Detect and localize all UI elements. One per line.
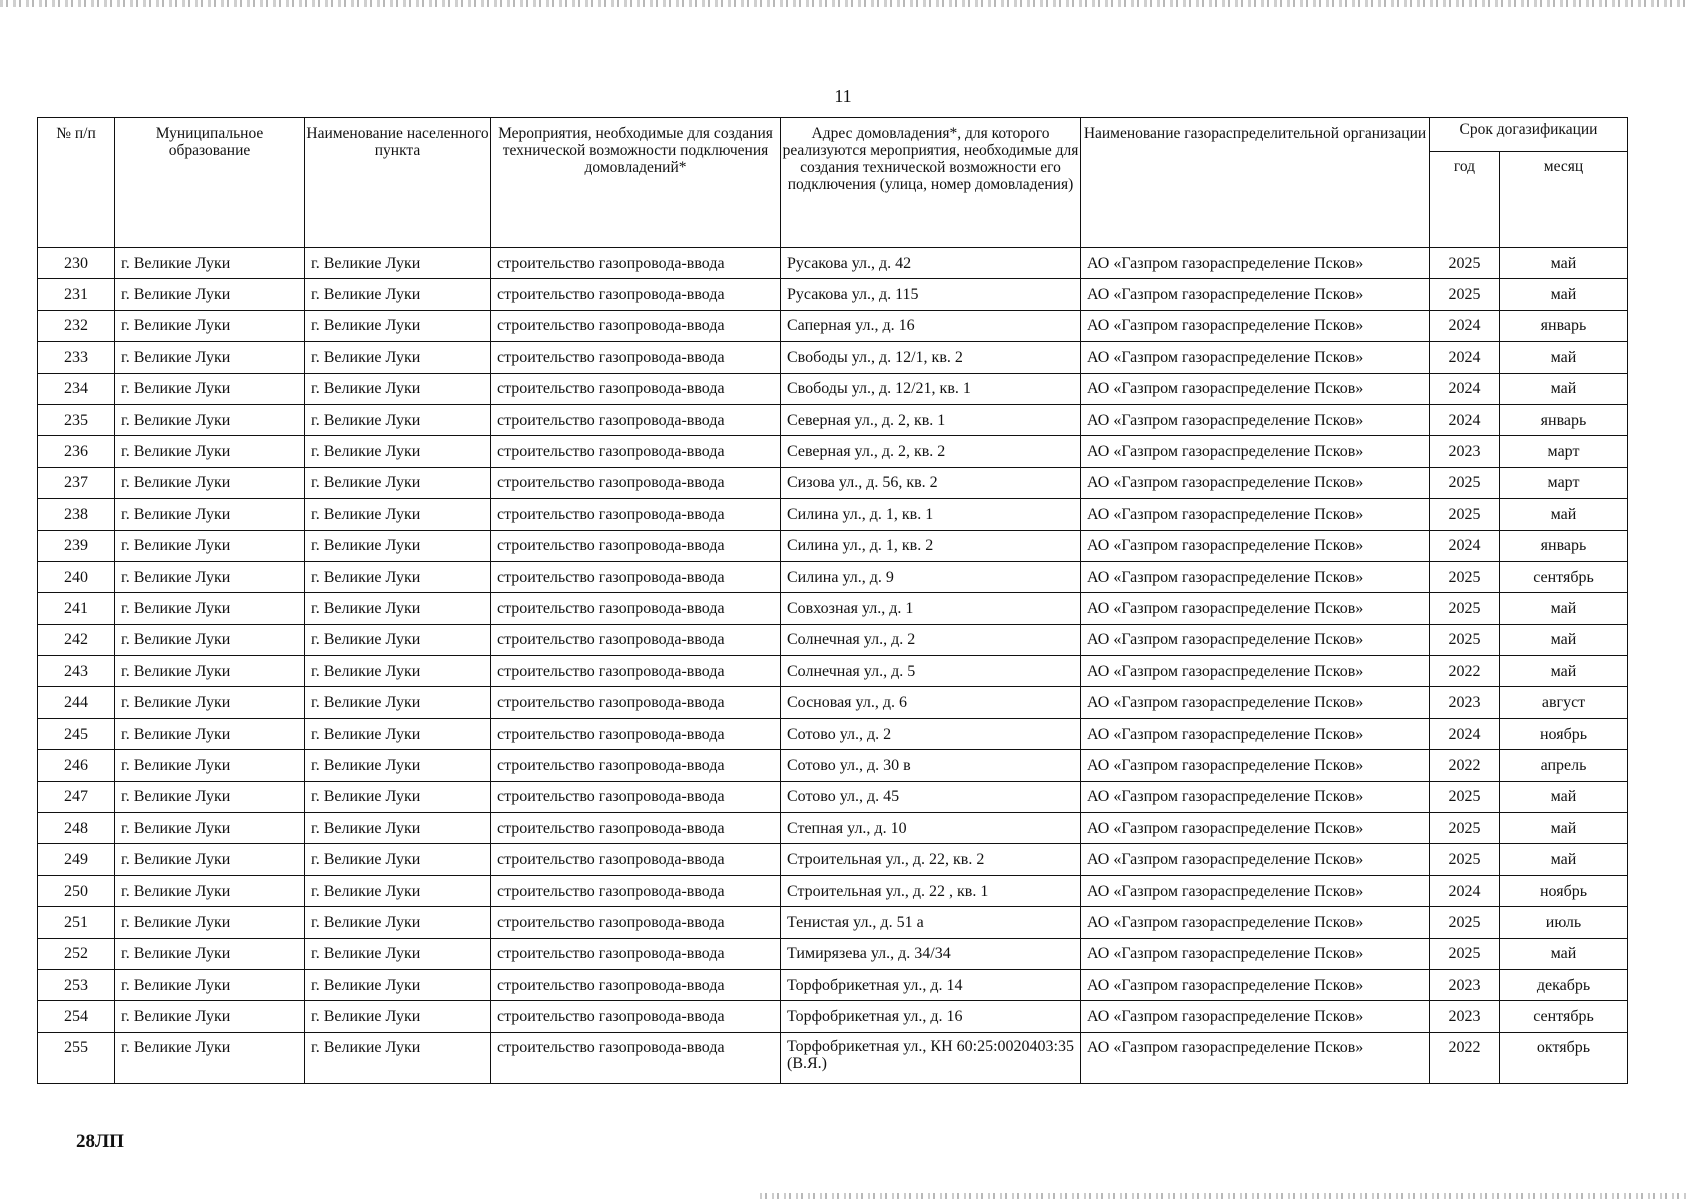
cell-org: АО «Газпром газораспределение Псков» <box>1081 499 1430 530</box>
cell-month: май <box>1500 248 1628 279</box>
cell-org: АО «Газпром газораспределение Псков» <box>1081 969 1430 1000</box>
cell-year: 2025 <box>1430 279 1500 310</box>
cell-address: Солнечная ул., д. 2 <box>781 624 1081 655</box>
cell-org: АО «Газпром газораспределение Псков» <box>1081 813 1430 844</box>
cell-municipality: г. Великие Луки <box>115 813 305 844</box>
cell-municipality: г. Великие Луки <box>115 248 305 279</box>
table-row <box>38 624 1628 655</box>
cell-municipality: г. Великие Луки <box>115 750 305 781</box>
cell-measures: строительство газопровода-ввода <box>491 1032 781 1083</box>
scan-top-edge <box>0 0 1686 7</box>
cell-year: 2022 <box>1430 750 1500 781</box>
cell-org: АО «Газпром газораспределение Псков» <box>1081 561 1430 592</box>
cell-address: Силина ул., д. 1, кв. 2 <box>781 530 1081 561</box>
cell-num: 255 <box>38 1032 115 1083</box>
cell-year: 2025 <box>1430 499 1500 530</box>
cell-num: 250 <box>38 875 115 906</box>
cell-year: 2025 <box>1430 781 1500 812</box>
cell-month: май <box>1500 342 1628 373</box>
cell-num: 248 <box>38 813 115 844</box>
cell-month: сентябрь <box>1500 561 1628 592</box>
cell-municipality: г. Великие Луки <box>115 687 305 718</box>
cell-num: 239 <box>38 530 115 561</box>
cell-num: 249 <box>38 844 115 875</box>
cell-year: 2025 <box>1430 813 1500 844</box>
gasification-table <box>37 117 1628 1084</box>
cell-address: Тенистая ул., д. 51 а <box>781 907 1081 938</box>
cell-address: Сотово ул., д. 2 <box>781 718 1081 749</box>
cell-num: 254 <box>38 1001 115 1032</box>
cell-settlement: г. Великие Луки <box>305 310 491 341</box>
cell-month: апрель <box>1500 750 1628 781</box>
cell-month: май <box>1500 499 1628 530</box>
header-municipality: Муниципальное образование <box>115 118 305 248</box>
cell-month: май <box>1500 781 1628 812</box>
cell-num: 244 <box>38 687 115 718</box>
cell-municipality: г. Великие Луки <box>115 969 305 1000</box>
cell-num: 231 <box>38 279 115 310</box>
cell-measures: строительство газопровода-ввода <box>491 404 781 435</box>
cell-settlement: г. Великие Луки <box>305 969 491 1000</box>
cell-address: Солнечная ул., д. 5 <box>781 656 1081 687</box>
cell-municipality: г. Великие Луки <box>115 624 305 655</box>
cell-num: 245 <box>38 718 115 749</box>
header-address: Адрес домовладения*, для которого реализуются мероприятия, необходимые для создания технической возможности его подключения (улица, номер домовладения) <box>781 118 1081 248</box>
cell-measures: строительство газопровода-ввода <box>491 938 781 969</box>
table-body <box>38 248 1628 1084</box>
cell-measures: строительство газопровода-ввода <box>491 907 781 938</box>
table-row <box>38 373 1628 404</box>
cell-settlement: г. Великие Луки <box>305 907 491 938</box>
cell-year: 2025 <box>1430 593 1500 624</box>
cell-settlement: г. Великие Луки <box>305 813 491 844</box>
cell-measures: строительство газопровода-ввода <box>491 781 781 812</box>
cell-year: 2025 <box>1430 907 1500 938</box>
cell-measures: строительство газопровода-ввода <box>491 467 781 498</box>
cell-settlement: г. Великие Луки <box>305 248 491 279</box>
table-row <box>38 561 1628 592</box>
cell-address: Строительная ул., д. 22 , кв. 1 <box>781 875 1081 906</box>
cell-settlement: г. Великие Луки <box>305 750 491 781</box>
cell-year: 2025 <box>1430 467 1500 498</box>
cell-municipality: г. Великие Луки <box>115 561 305 592</box>
cell-measures: строительство газопровода-ввода <box>491 875 781 906</box>
cell-year: 2024 <box>1430 342 1500 373</box>
cell-address: Торфобрикетная ул., д. 14 <box>781 969 1081 1000</box>
cell-municipality: г. Великие Луки <box>115 875 305 906</box>
cell-municipality: г. Великие Луки <box>115 593 305 624</box>
cell-address: Строительная ул., д. 22, кв. 2 <box>781 844 1081 875</box>
cell-measures: строительство газопровода-ввода <box>491 718 781 749</box>
cell-address: Сизова ул., д. 56, кв. 2 <box>781 467 1081 498</box>
cell-municipality: г. Великие Луки <box>115 844 305 875</box>
cell-year: 2023 <box>1430 687 1500 718</box>
table-row <box>38 342 1628 373</box>
cell-address: Степная ул., д. 10 <box>781 813 1081 844</box>
header-term: Срок догазификации <box>1430 118 1628 152</box>
cell-municipality: г. Великие Луки <box>115 436 305 467</box>
cell-municipality: г. Великие Луки <box>115 342 305 373</box>
table-row <box>38 310 1628 341</box>
cell-settlement: г. Великие Луки <box>305 875 491 906</box>
cell-org: АО «Газпром газораспределение Псков» <box>1081 310 1430 341</box>
cell-year: 2024 <box>1430 718 1500 749</box>
cell-measures: строительство газопровода-ввода <box>491 813 781 844</box>
cell-municipality: г. Великие Луки <box>115 907 305 938</box>
cell-municipality: г. Великие Луки <box>115 467 305 498</box>
scan-bottom-edge <box>760 1193 1686 1199</box>
cell-org: АО «Газпром газораспределение Псков» <box>1081 656 1430 687</box>
cell-num: 253 <box>38 969 115 1000</box>
cell-year: 2022 <box>1430 1032 1500 1083</box>
cell-settlement: г. Великие Луки <box>305 373 491 404</box>
cell-municipality: г. Великие Луки <box>115 781 305 812</box>
table-row <box>38 656 1628 687</box>
cell-municipality: г. Великие Луки <box>115 373 305 404</box>
header-row <box>38 118 1628 152</box>
cell-municipality: г. Великие Луки <box>115 279 305 310</box>
table-row <box>38 1032 1628 1083</box>
cell-num: 234 <box>38 373 115 404</box>
cell-address: Силина ул., д. 1, кв. 1 <box>781 499 1081 530</box>
table-row <box>38 750 1628 781</box>
cell-month: май <box>1500 656 1628 687</box>
cell-num: 246 <box>38 750 115 781</box>
cell-settlement: г. Великие Луки <box>305 844 491 875</box>
cell-year: 2024 <box>1430 404 1500 435</box>
cell-address: Саперная ул., д. 16 <box>781 310 1081 341</box>
cell-num: 232 <box>38 310 115 341</box>
cell-month: декабрь <box>1500 969 1628 1000</box>
cell-address: Свободы ул., д. 12/1, кв. 2 <box>781 342 1081 373</box>
cell-month: май <box>1500 813 1628 844</box>
cell-org: АО «Газпром газораспределение Псков» <box>1081 781 1430 812</box>
cell-org: АО «Газпром газораспределение Псков» <box>1081 718 1430 749</box>
cell-month: май <box>1500 844 1628 875</box>
cell-year: 2024 <box>1430 530 1500 561</box>
cell-settlement: г. Великие Луки <box>305 561 491 592</box>
table-row <box>38 938 1628 969</box>
cell-measures: строительство газопровода-ввода <box>491 561 781 592</box>
cell-num: 237 <box>38 467 115 498</box>
cell-month: январь <box>1500 404 1628 435</box>
table-row <box>38 499 1628 530</box>
cell-num: 230 <box>38 248 115 279</box>
cell-measures: строительство газопровода-ввода <box>491 750 781 781</box>
cell-year: 2025 <box>1430 938 1500 969</box>
cell-org: АО «Газпром газораспределение Псков» <box>1081 1032 1430 1083</box>
table-row <box>38 875 1628 906</box>
cell-address: Тимирязева ул., д. 34/34 <box>781 938 1081 969</box>
cell-num: 235 <box>38 404 115 435</box>
cell-settlement: г. Великие Луки <box>305 342 491 373</box>
cell-month: май <box>1500 373 1628 404</box>
cell-settlement: г. Великие Луки <box>305 404 491 435</box>
cell-settlement: г. Великие Луки <box>305 593 491 624</box>
cell-year: 2024 <box>1430 310 1500 341</box>
cell-month: ноябрь <box>1500 718 1628 749</box>
table-row <box>38 436 1628 467</box>
cell-measures: строительство газопровода-ввода <box>491 530 781 561</box>
cell-measures: строительство газопровода-ввода <box>491 342 781 373</box>
header-settlement: Наименование населенного пункта <box>305 118 491 248</box>
cell-num: 251 <box>38 907 115 938</box>
cell-month: январь <box>1500 530 1628 561</box>
cell-settlement: г. Великие Луки <box>305 656 491 687</box>
cell-municipality: г. Великие Луки <box>115 530 305 561</box>
cell-month: сентябрь <box>1500 1001 1628 1032</box>
cell-num: 236 <box>38 436 115 467</box>
cell-settlement: г. Великие Луки <box>305 781 491 812</box>
cell-measures: строительство газопровода-ввода <box>491 1001 781 1032</box>
cell-year: 2022 <box>1430 656 1500 687</box>
cell-settlement: г. Великие Луки <box>305 624 491 655</box>
cell-address: Торфобрикетная ул., д. 16 <box>781 1001 1081 1032</box>
cell-settlement: г. Великие Луки <box>305 687 491 718</box>
table-row <box>38 593 1628 624</box>
cell-measures: строительство газопровода-ввода <box>491 373 781 404</box>
header-measures: Мероприятия, необходимые для создания технической возможности подключения домовладений* <box>491 118 781 248</box>
cell-org: АО «Газпром газораспределение Псков» <box>1081 342 1430 373</box>
cell-address: Сосновая ул., д. 6 <box>781 687 1081 718</box>
cell-measures: строительство газопровода-ввода <box>491 844 781 875</box>
cell-municipality: г. Великие Луки <box>115 718 305 749</box>
cell-settlement: г. Великие Луки <box>305 530 491 561</box>
cell-org: АО «Газпром газораспределение Псков» <box>1081 624 1430 655</box>
cell-num: 233 <box>38 342 115 373</box>
cell-num: 242 <box>38 624 115 655</box>
header-num: № п/п <box>38 118 115 248</box>
cell-municipality: г. Великие Луки <box>115 1032 305 1083</box>
table-row <box>38 530 1628 561</box>
cell-year: 2023 <box>1430 1001 1500 1032</box>
cell-year: 2025 <box>1430 624 1500 655</box>
cell-month: июль <box>1500 907 1628 938</box>
page-number: 11 <box>834 86 852 106</box>
cell-year: 2023 <box>1430 969 1500 1000</box>
cell-municipality: г. Великие Луки <box>115 499 305 530</box>
cell-measures: строительство газопровода-ввода <box>491 279 781 310</box>
cell-year: 2025 <box>1430 844 1500 875</box>
cell-settlement: г. Великие Луки <box>305 279 491 310</box>
cell-num: 252 <box>38 938 115 969</box>
cell-measures: строительство газопровода-ввода <box>491 436 781 467</box>
cell-address: Свободы ул., д. 12/21, кв. 1 <box>781 373 1081 404</box>
cell-org: АО «Газпром газораспределение Псков» <box>1081 687 1430 718</box>
table-row <box>38 404 1628 435</box>
cell-org: АО «Газпром газораспределение Псков» <box>1081 436 1430 467</box>
cell-address: Северная ул., д. 2, кв. 2 <box>781 436 1081 467</box>
cell-address: Северная ул., д. 2, кв. 1 <box>781 404 1081 435</box>
table-row <box>38 844 1628 875</box>
cell-settlement: г. Великие Луки <box>305 718 491 749</box>
cell-num: 241 <box>38 593 115 624</box>
table-row <box>38 248 1628 279</box>
cell-org: АО «Газпром газораспределение Псков» <box>1081 248 1430 279</box>
table-row <box>38 813 1628 844</box>
cell-year: 2025 <box>1430 248 1500 279</box>
cell-year: 2024 <box>1430 373 1500 404</box>
cell-municipality: г. Великие Луки <box>115 310 305 341</box>
cell-num: 247 <box>38 781 115 812</box>
cell-address: Русакова ул., д. 115 <box>781 279 1081 310</box>
cell-org: АО «Газпром газораспределение Псков» <box>1081 750 1430 781</box>
header-month: месяц <box>1500 152 1628 248</box>
cell-municipality: г. Великие Луки <box>115 1001 305 1032</box>
cell-num: 243 <box>38 656 115 687</box>
cell-address: Сотово ул., д. 30 в <box>781 750 1081 781</box>
cell-settlement: г. Великие Луки <box>305 436 491 467</box>
cell-address: Совхозная ул., д. 1 <box>781 593 1081 624</box>
cell-measures: строительство газопровода-ввода <box>491 593 781 624</box>
cell-year: 2023 <box>1430 436 1500 467</box>
cell-org: АО «Газпром газораспределение Псков» <box>1081 938 1430 969</box>
cell-address: Торфобрикетная ул., КН 60:25:0020403:35 (В.Я.) <box>781 1032 1081 1083</box>
cell-month: март <box>1500 467 1628 498</box>
table-row <box>38 969 1628 1000</box>
cell-month: январь <box>1500 310 1628 341</box>
footer-code: 28ЛП <box>76 1131 124 1152</box>
cell-month: ноябрь <box>1500 875 1628 906</box>
table-row <box>38 907 1628 938</box>
cell-measures: строительство газопровода-ввода <box>491 310 781 341</box>
table-row <box>38 467 1628 498</box>
cell-org: АО «Газпром газораспределение Псков» <box>1081 875 1430 906</box>
cell-settlement: г. Великие Луки <box>305 467 491 498</box>
cell-org: АО «Газпром газораспределение Псков» <box>1081 1001 1430 1032</box>
cell-month: май <box>1500 624 1628 655</box>
cell-municipality: г. Великие Луки <box>115 404 305 435</box>
cell-measures: строительство газопровода-ввода <box>491 499 781 530</box>
header-org: Наименование газораспределительной организации <box>1081 118 1430 248</box>
cell-measures: строительство газопровода-ввода <box>491 969 781 1000</box>
cell-address: Русакова ул., д. 42 <box>781 248 1081 279</box>
cell-org: АО «Газпром газораспределение Псков» <box>1081 593 1430 624</box>
cell-month: август <box>1500 687 1628 718</box>
cell-org: АО «Газпром газораспределение Псков» <box>1081 907 1430 938</box>
cell-year: 2024 <box>1430 875 1500 906</box>
cell-settlement: г. Великие Луки <box>305 1001 491 1032</box>
table-row <box>38 781 1628 812</box>
cell-month: май <box>1500 938 1628 969</box>
cell-address: Силина ул., д. 9 <box>781 561 1081 592</box>
cell-month: март <box>1500 436 1628 467</box>
table-row <box>38 718 1628 749</box>
cell-org: АО «Газпром газораспределение Псков» <box>1081 844 1430 875</box>
cell-address: Сотово ул., д. 45 <box>781 781 1081 812</box>
cell-municipality: г. Великие Луки <box>115 938 305 969</box>
table-row <box>38 1001 1628 1032</box>
cell-month: октябрь <box>1500 1032 1628 1083</box>
cell-month: май <box>1500 279 1628 310</box>
cell-num: 238 <box>38 499 115 530</box>
table-row <box>38 687 1628 718</box>
cell-year: 2025 <box>1430 561 1500 592</box>
cell-settlement: г. Великие Луки <box>305 499 491 530</box>
cell-org: АО «Газпром газораспределение Псков» <box>1081 467 1430 498</box>
cell-measures: строительство газопровода-ввода <box>491 687 781 718</box>
cell-org: АО «Газпром газораспределение Псков» <box>1081 404 1430 435</box>
cell-num: 240 <box>38 561 115 592</box>
cell-settlement: г. Великие Луки <box>305 1032 491 1083</box>
cell-settlement: г. Великие Луки <box>305 938 491 969</box>
cell-month: май <box>1500 593 1628 624</box>
cell-org: АО «Газпром газораспределение Псков» <box>1081 279 1430 310</box>
header-year: год <box>1430 152 1500 248</box>
table-row <box>38 279 1628 310</box>
cell-org: АО «Газпром газораспределение Псков» <box>1081 530 1430 561</box>
cell-measures: строительство газопровода-ввода <box>491 624 781 655</box>
cell-org: АО «Газпром газораспределение Псков» <box>1081 373 1430 404</box>
cell-measures: строительство газопровода-ввода <box>491 656 781 687</box>
cell-municipality: г. Великие Луки <box>115 656 305 687</box>
cell-measures: строительство газопровода-ввода <box>491 248 781 279</box>
